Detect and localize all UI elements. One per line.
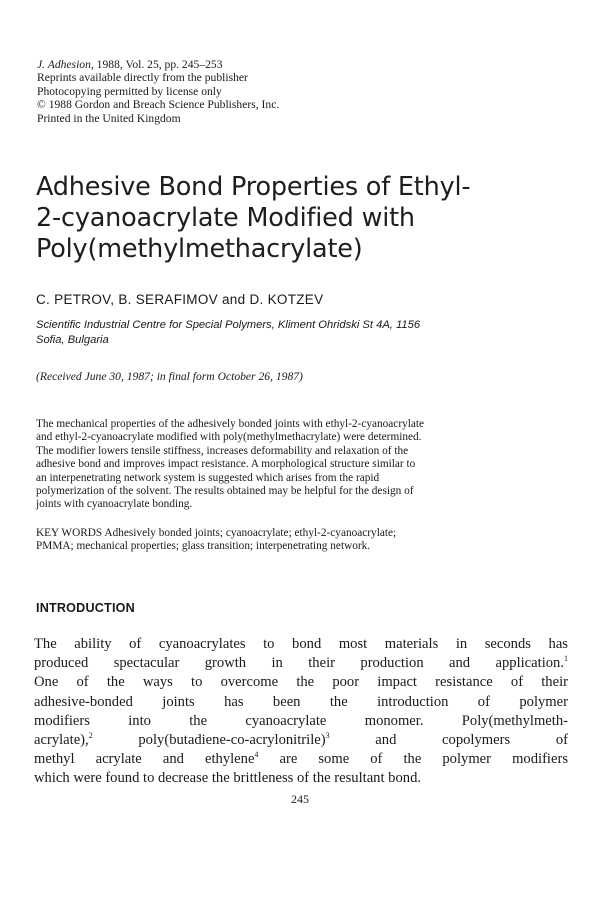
author-list: C. PETROV, B. SERAFIMOV and D. KOTZEV — [36, 292, 324, 307]
body-line — [34, 750, 568, 769]
affiliation-line: Scientific Industrial Centre for Special Polymers, Kliment Ohridski St 4A, 1156 — [36, 319, 421, 331]
body-line: The ability of cyanoacrylates to bond most materials in seconds has — [34, 636, 568, 652]
body-line — [34, 731, 568, 750]
body-line: modifiers into the cyanoacrylate monomer. Poly(methylmeth- — [34, 712, 568, 729]
keywords-line: PMMA; mechanical properties; glass transition; interpenetrating network. — [36, 540, 371, 553]
journal-name: J. Adhesion, — [37, 58, 94, 71]
citation-line — [37, 58, 279, 71]
body-line-text: poly(butadiene-co-acrylonitrile) — [92, 732, 326, 749]
printed-note: Printed in the United Kingdom — [37, 111, 181, 125]
received-dates: (Received June 30, 1987; in final form October 26, 1987) — [36, 370, 303, 383]
reprints-note: Reprints available directly from the publisher — [37, 71, 248, 85]
title-line: Adhesive Bond Properties of Ethyl- — [36, 172, 471, 202]
reference-marker: 4 — [254, 750, 259, 760]
photocopying-note: Photocopying permitted by license only — [37, 84, 222, 98]
paper-title — [36, 172, 576, 265]
abstract-line: polymerization of the solvent. The results obtained may be helpful for the design of — [36, 485, 414, 498]
body-line: which were found to decrease the brittleness of the resultant bond. — [34, 770, 422, 787]
affiliation-line: Sofia, Bulgaria — [36, 334, 109, 346]
reference-marker: 2 — [88, 731, 93, 741]
body-line-text: are some of the polymer modifiers — [258, 751, 569, 768]
introduction-paragraph — [34, 635, 568, 789]
keywords-line: KEY WORDS Adhesively bonded joints; cyanoacrylate; ethyl-2-cyanoacrylate; — [36, 527, 397, 539]
affiliation — [36, 318, 420, 348]
abstract-line: The mechanical properties of the adhesively bonded joints with ethyl-2-cyanoacrylate — [36, 418, 425, 430]
body-line-text: and copolymers of — [329, 732, 568, 749]
copyright-note: © 1988 Gordon and Breach Science Publishers, Inc. — [37, 98, 280, 112]
body-line-text: acrylate), — [34, 732, 89, 749]
page-number: 245 — [291, 792, 309, 806]
body-line-text: methyl acrylate and ethylene — [34, 751, 255, 768]
reference-marker: 3 — [325, 731, 330, 741]
abstract — [36, 418, 566, 512]
body-line — [34, 654, 568, 673]
abstract-line: joints with cyanoacrylate bonding. — [36, 498, 193, 511]
body-line-text: produced spectacular growth in their production and application. — [34, 655, 564, 672]
section-heading-introduction: INTRODUCTION — [36, 601, 135, 615]
abstract-line: an interpenetrating network system is suggested which arises from the rapid — [36, 471, 380, 484]
abstract-line: The modifier lowers tensile stiffness, increases deformability and relaxation of the — [36, 444, 409, 457]
abstract-line: and ethyl-2-cyanoacrylate modified with poly(methylmethacrylate) were determined. — [36, 431, 422, 444]
publication-metadata — [37, 58, 279, 125]
abstract-line: adhesive bond and improves impact resistance. A morphological structure similar to — [36, 458, 416, 471]
title-line: 2-cyanoacrylate Modified with — [36, 203, 415, 233]
keywords — [36, 527, 396, 554]
body-line: adhesive-bonded joints has been the introduction of polymer — [34, 693, 568, 710]
title-line: Poly(methylmethacrylate) — [36, 234, 363, 264]
body-line: One of the ways to overcome the poor impact resistance of their — [34, 674, 568, 691]
reference-marker: 1 — [564, 654, 568, 664]
volume-pages: 1988, Vol. 25, pp. 245–253 — [93, 58, 223, 71]
